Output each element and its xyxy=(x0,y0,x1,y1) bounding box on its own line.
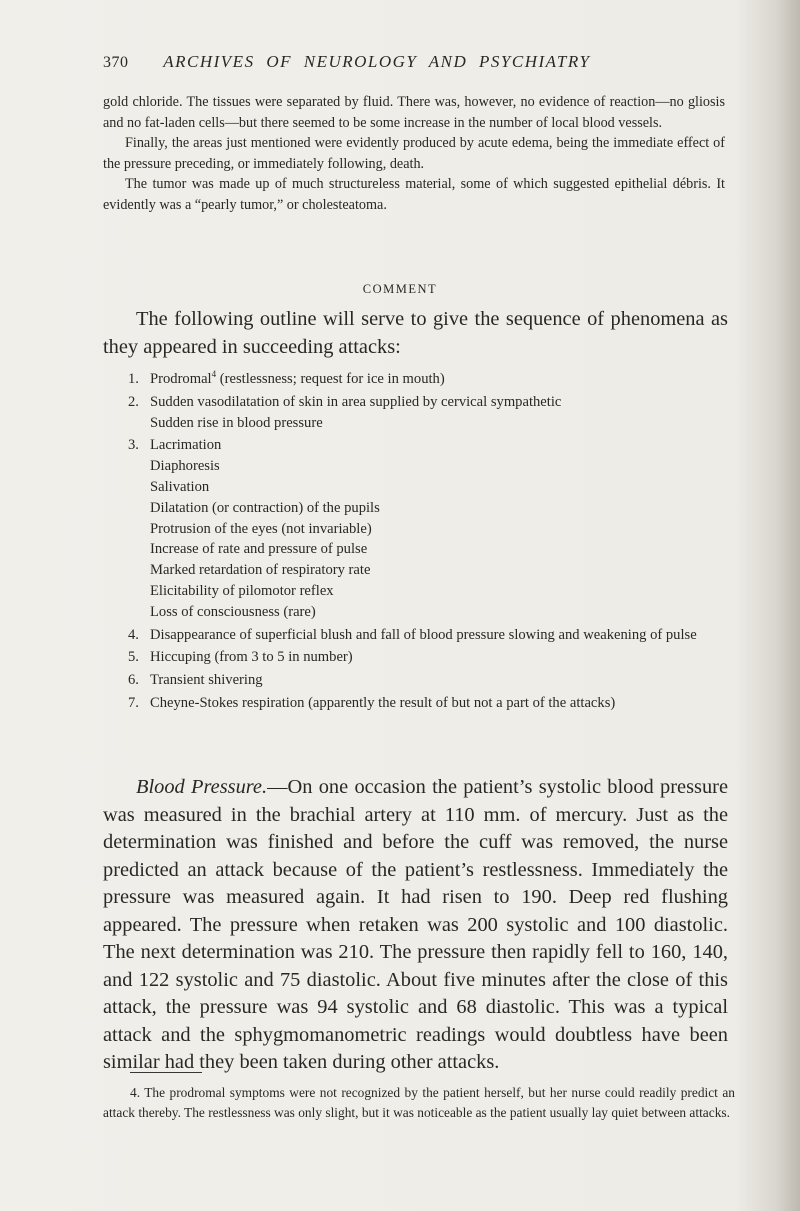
outline-line: Salivation xyxy=(150,478,210,495)
outline-item xyxy=(128,369,733,390)
outline-line: Sudden vasodilatation of skin in area supplied by cervical sympathetic xyxy=(150,393,562,410)
outline-item xyxy=(128,693,733,714)
running-header xyxy=(103,52,663,72)
top-text xyxy=(103,92,725,215)
outline-number: 3. xyxy=(128,437,139,454)
blood-pressure-section xyxy=(103,774,728,1077)
paragraph-tumor: The tumor was made up of much structureless material, some of which suggested epithelial débris. It evidently was a “pearly tumor,” or cholesteatoma. xyxy=(103,176,725,213)
outline-line: Sudden rise in blood pressure xyxy=(150,414,323,431)
blood-pressure-paragraph xyxy=(103,774,728,1077)
footnotes xyxy=(103,1083,735,1122)
outline-line: Loss of consciousness (rare) xyxy=(150,603,316,620)
outline-item xyxy=(128,625,733,646)
outline-line: Marked retardation of respiratory rate xyxy=(150,562,371,579)
footnote-ref: 4 xyxy=(211,369,217,380)
outline-line: Cheyne-Stokes respiration (apparently the result of but not a part of the attacks) xyxy=(150,694,616,711)
outline-number: 4. xyxy=(128,626,139,643)
intro-paragraph: The following outline will serve to give the sequence of phenomena as they appeared in succeeding attacks: xyxy=(103,308,728,358)
outline-line: Diaphoresis xyxy=(150,458,220,475)
section-heading: COMMENT xyxy=(362,282,438,296)
page-number: 370 xyxy=(103,54,129,71)
journal-title: ARCHIVES OF NEUROLOGY AND PSYCHIATRY xyxy=(163,52,591,71)
outline-number: 6. xyxy=(128,672,139,689)
footnote-divider xyxy=(130,1072,202,1073)
outline-line: Increase of rate and pressure of pulse xyxy=(150,541,368,558)
footnote-4: 4. The prodromal symptoms were not recognized by the patient herself, but her nurse could readily predict an attack thereby. The restlessness was only slight, but it was noticeable as the patient usually lay quiet between attacks. xyxy=(103,1085,735,1120)
outline-line: Protrusion of the eyes (not invariable) xyxy=(150,520,372,537)
outline-item xyxy=(128,670,733,691)
outline-number: 1. xyxy=(128,371,139,387)
outline-line: Hiccuping (from 3 to 5 in number) xyxy=(150,649,353,666)
outline-line: Disappearance of superficial blush and fall of blood pressure slowing and weakening of pulse xyxy=(150,626,697,643)
outline-line: Lacrimation xyxy=(150,437,222,454)
outline-number: 7. xyxy=(128,694,139,711)
outline-number: 2. xyxy=(128,393,139,410)
outline-line: Dilatation (or contraction) of the pupils xyxy=(150,499,380,516)
outline-line: Prodromal xyxy=(150,371,212,387)
paragraph-finally: Finally, the areas just mentioned were evidently produced by acute edema, being the immediate effect of the pressure preceding, or immediately following, death. xyxy=(103,135,725,172)
paragraph-continued: gold chloride. The tissues were separated by fluid. There was, however, no evidence of reaction—no gliosis and no fat-laden cells—but there seemed to be some increase in the number of local blood vessels. xyxy=(103,94,725,131)
blood-pressure-title: Blood Pressure. xyxy=(136,776,268,798)
phenomena-outline xyxy=(128,369,733,716)
blood-pressure-text: —On one occasion the patient’s systolic blood pressure was measured in the brachial artery at 110 mm. of mercury. Just as the determination was finished and before the cuff was removed, the nurse predicted an attack because of the patient’s restlessness. Immediately the pressure was measured again. It had risen to 190. Deep red flushing appeared. The pressure when retaken was 200 systolic and 100 diastolic. The next determination was 210. The pressure then rapidly fell to 160, 140, and 122 systolic and 75 diastolic. About five minutes after the close of this attack, the pressure was 94 systolic and 68 diastolic. This was a typical attack and the sphygmomanometric readings would doubtless have been similar had they been taken during other attacks. xyxy=(103,776,728,1073)
outline-item xyxy=(128,392,733,434)
outline-line: (restlessness; request for ice in mouth) xyxy=(219,371,445,387)
outline-number: 5. xyxy=(128,649,139,666)
outline-line: Transient shivering xyxy=(150,672,263,689)
outline-item xyxy=(128,647,733,668)
intro-text xyxy=(103,306,728,361)
outline-item xyxy=(128,435,733,622)
outline-line: Elicitability of pilomotor reflex xyxy=(150,582,334,599)
